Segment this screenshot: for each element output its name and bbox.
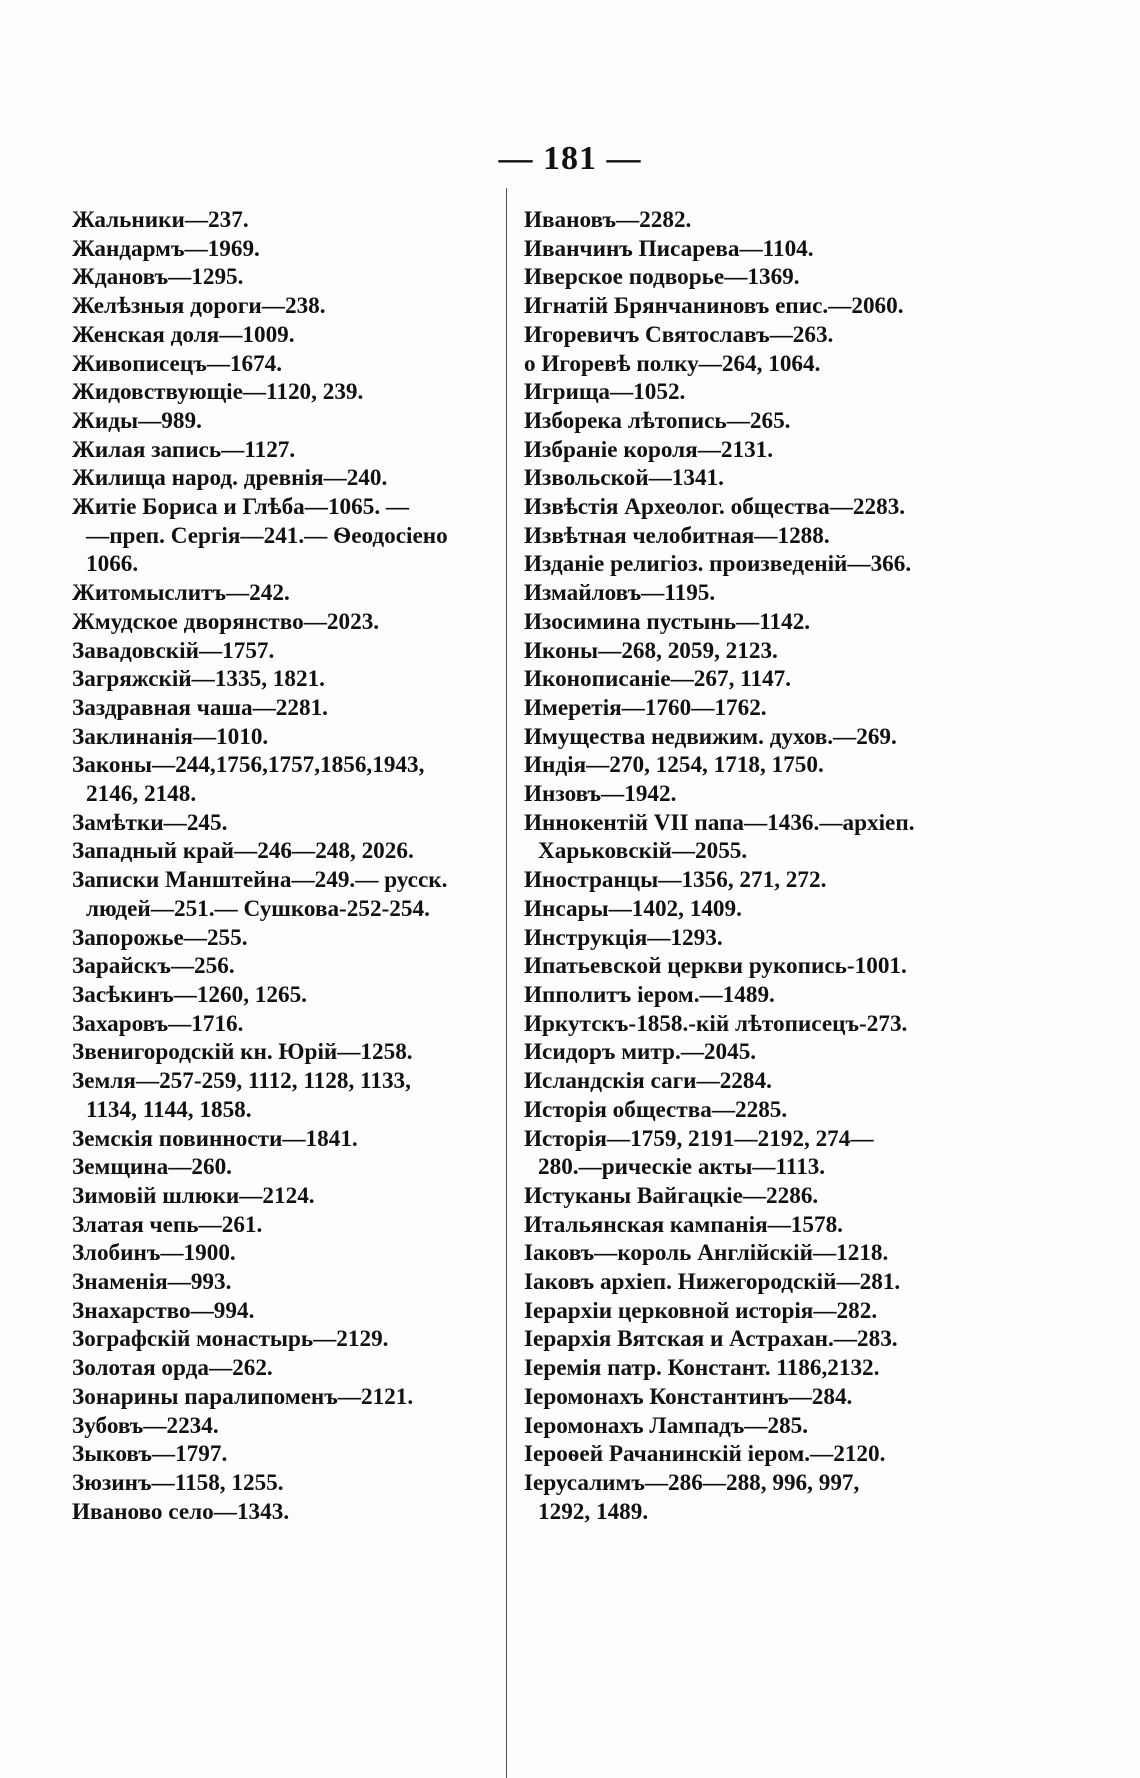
index-entry: Жилая запись—1127. [72, 436, 296, 463]
index-entry: Исторія—1759, 2191—2192, 274— [524, 1125, 874, 1152]
index-entry: Іероѳей Рачанинскій іером.—2120. [524, 1441, 886, 1468]
index-entry: —преп. Сергія—241.— Ѳеодосіено [86, 522, 448, 549]
index-entry: Зубовъ—2234. [72, 1412, 219, 1439]
index-entry: Жальники—237. [72, 207, 249, 233]
index-entry: Заклинанія—1010. [72, 723, 269, 750]
index-entry: Извѣтная челобитная—1288. [524, 522, 830, 549]
index-entry: Іеремія патр. Констант. 1186,2132. [524, 1355, 880, 1382]
index-entry: Зюзинъ—1158, 1255. [72, 1469, 284, 1496]
index-entry: Іаковъ—король Англійскій—1218. [524, 1240, 889, 1267]
index-entry: Истуканы Вайгацкіе—2286. [524, 1182, 819, 1209]
index-entry: Иннокентій VII папа—1436.—архіеп. [524, 809, 915, 836]
index-entry: Харьковскій—2055. [538, 838, 748, 865]
index-entry: 1292, 1489. [538, 1498, 649, 1525]
index-entry: Желѣзныя дороги—238. [72, 293, 326, 320]
index-entry: Зыковъ—1797. [72, 1441, 228, 1468]
index-entry: Ипполитъ іером.—1489. [524, 981, 775, 1008]
index-entry: Жилища народ. древнія—240. [72, 465, 388, 492]
index-entry: Законы—244,1756,1757,1856,1943, [72, 752, 425, 779]
index-entry: Іерархіи церковной исторія—282. [524, 1297, 878, 1324]
index-entry: Иконы—268, 2059, 2123. [524, 637, 778, 664]
index-entry: Ипатьевской церкви рукопись-1001. [524, 953, 907, 980]
index-entry: людей—251.— Сушкова-252-254. [86, 895, 430, 922]
index-column-left [72, 206, 492, 1526]
index-entry: Зографскій монастырь—2129. [72, 1326, 389, 1353]
index-entry: Іеромонахъ Лампадъ—285. [524, 1412, 809, 1439]
index-entry: Инзовъ—1942. [524, 781, 677, 808]
index-entry: Игнатій Брянчаниновъ епис.—2060. [524, 293, 904, 320]
index-entry: Ивановъ—2282. [524, 207, 692, 233]
index-entry: Замѣтки—245. [72, 809, 228, 836]
index-entry: Иванчинъ Писарева—1104. [524, 235, 814, 262]
index-entry: Злобинъ—1900. [72, 1240, 236, 1267]
index-entry: Зарайскъ—256. [72, 953, 235, 980]
index-entry: Инсары—1402, 1409. [524, 895, 742, 922]
index-entry: Захаровъ—1716. [72, 1010, 244, 1037]
index-entry: Іерархія Вятская и Астрахан.—283. [524, 1326, 898, 1353]
index-entry: Жмудское дворянство—2023. [72, 608, 380, 635]
index-entry: Иконописаніе—267, 1147. [524, 666, 792, 693]
index-entry: Іерусалимъ—286—288, 996, 997, [524, 1469, 860, 1496]
index-entry: Земля—257-259, 1112, 1128, 1133, [72, 1068, 411, 1095]
index-entry: Изданіе религіоз. произведеній—366. [524, 551, 912, 578]
index-entry: Знаменія—993. [72, 1269, 232, 1296]
index-entry: Записки Манштейна—249.— русск. [72, 867, 448, 894]
index-entry: Имеретія—1760—1762. [524, 694, 767, 721]
index-entry: Іеромонахъ Константинъ—284. [524, 1383, 853, 1410]
index-entry: Звенигородскій кн. Юрій—1258. [72, 1039, 413, 1066]
index-entry: Знахарство—994. [72, 1297, 255, 1324]
index-entry: Инструкція—1293. [524, 924, 723, 951]
index-entry: Измайловъ—1195. [524, 580, 716, 607]
index-entry: Земскія повинности—1841. [72, 1125, 358, 1152]
index-entry: Западный край—246—248, 2026. [72, 838, 414, 865]
index-entry: Исидоръ митр.—2045. [524, 1039, 757, 1066]
index-entry: Засѣкинъ—1260, 1265. [72, 981, 307, 1008]
index-entry: Иваново село—1343. [72, 1498, 290, 1525]
index-entry: Женская доля—1009. [72, 321, 295, 348]
index-entry: Зимовій шлюки—2124. [72, 1182, 315, 1209]
index-entry: Заздравная чаша—2281. [72, 694, 328, 721]
index-entry: Иностранцы—1356, 271, 272. [524, 867, 827, 894]
index-entry: Избраніе короля—2131. [524, 436, 774, 463]
index-entry: Жандармъ—1969. [72, 235, 260, 262]
index-entry: 1134, 1144, 1858. [86, 1096, 252, 1123]
page-number: — 181 — [498, 140, 642, 177]
index-entry: Завадовскій—1757. [72, 637, 275, 664]
index-entry: Изборека лѣтопись—265. [524, 407, 791, 434]
index-entry: Исторія общества—2285. [524, 1096, 788, 1123]
index-entry: Ждановъ—1295. [72, 264, 244, 291]
index-column-right [524, 206, 944, 1526]
index-entry: о Игоревѣ полку—264, 1064. [524, 350, 821, 377]
index-entry: Житомыслитъ—242. [72, 580, 290, 607]
index-entry: Земщина—260. [72, 1154, 232, 1181]
index-entry: Игрища—1052. [524, 379, 686, 406]
index-entry: Золотая орда—262. [72, 1355, 273, 1382]
index-entry: Іаковъ архіеп. Нижегородскій—281. [524, 1269, 901, 1296]
index-entry: Жиды—989. [72, 407, 202, 434]
index-entry: Житіе Бориса и Глѣба—1065. — [72, 494, 410, 521]
index-entry: Исландскія саги—2284. [524, 1068, 772, 1095]
index-entry: Зонарины паралипоменъ—2121. [72, 1383, 414, 1410]
index-entry: Итальянская кампанія—1578. [524, 1211, 843, 1238]
index-entry: Имущества недвижим. духов.—269. [524, 723, 897, 750]
index-entry: Извѣстія Археолог. общества—2283. [524, 494, 906, 521]
index-entry: 280.—рическіе акты—1113. [538, 1154, 826, 1181]
index-entry: Извольской—1341. [524, 465, 724, 492]
index-entry: 1066. [86, 551, 139, 578]
index-entry: Загряжскій—1335, 1821. [72, 666, 325, 693]
index-entry: Иверское подворье—1369. [524, 264, 800, 291]
index-entry: Игоревичъ Святославъ—263. [524, 321, 834, 348]
index-entry: Индія—270, 1254, 1718, 1750. [524, 752, 824, 779]
index-entry: Златая чепь—261. [72, 1211, 263, 1238]
index-entry: Изосимина пустынь—1142. [524, 608, 811, 635]
index-entry: Жидовствующіе—1120, 239. [72, 379, 364, 406]
index-entry: Иркутскъ-1858.-кій лѣтописецъ-273. [524, 1010, 908, 1037]
index-entry: 2146, 2148. [86, 781, 197, 808]
index-entry: Живописецъ—1674. [72, 350, 283, 377]
column-divider [506, 188, 507, 1778]
index-entry: Запорожье—255. [72, 924, 248, 951]
